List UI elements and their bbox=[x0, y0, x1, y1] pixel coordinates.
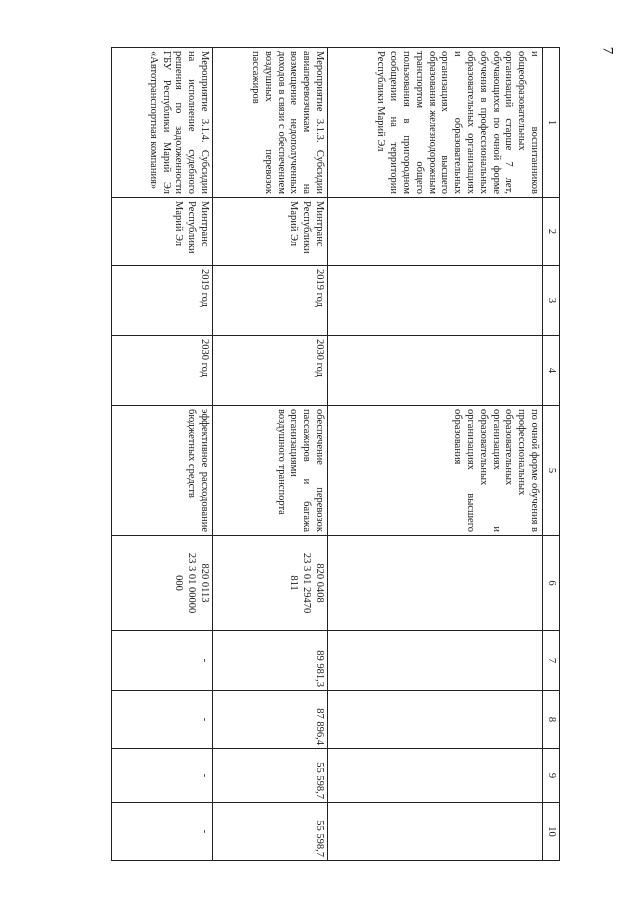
column-header: 4 bbox=[543, 336, 560, 406]
end-year-cell bbox=[328, 336, 543, 406]
column-header: 7 bbox=[543, 631, 560, 691]
table-wrapper bbox=[120, 47, 560, 860]
budget-code-cell bbox=[328, 536, 543, 631]
program-activities-table bbox=[111, 47, 560, 861]
column-header: 2 bbox=[543, 198, 560, 266]
start-year-cell: 2019 год bbox=[213, 266, 328, 336]
budget-code-cell: 820 0408 23 3 01 29470 811 bbox=[213, 536, 328, 631]
measure-description-cell: и воспитанников общеобразовательных организаций старше 7 лет, обучающихся по очной форме обучения в профессиональных образовательных организациях и образовательных организациях высшего образования железнодорожным транспортом общего пользования в пригородном сообщении на территории Республики Марий Эл bbox=[328, 48, 543, 198]
column-header: 8 bbox=[543, 691, 560, 749]
value-cell-7 bbox=[328, 631, 543, 691]
value-cell-7: 89 981,3 bbox=[213, 631, 328, 691]
table-row bbox=[213, 48, 328, 861]
start-year-cell: 2019 год bbox=[112, 266, 213, 336]
budget-code-cell: 820 0113 23 3 01 00000 000 bbox=[112, 536, 213, 631]
value-cell-9: - bbox=[112, 749, 213, 803]
value-cell-9 bbox=[328, 749, 543, 803]
page-number: 7 bbox=[599, 46, 616, 55]
executor-cell bbox=[328, 198, 543, 266]
end-year-cell: 2030 год bbox=[213, 336, 328, 406]
value-cell-8: 87 896,4 bbox=[213, 691, 328, 749]
value-cell-8: - bbox=[112, 691, 213, 749]
value-cell-10: 55 598,7 bbox=[213, 803, 328, 861]
measure-description-cell: Мероприятие 3.1.4. Субсидии на исполнение судебного решения по задолженности ГБУ Республики Марий Эл «Автотранспортная компания» bbox=[112, 48, 213, 198]
table-row bbox=[328, 48, 543, 861]
end-year-cell: 2030 год bbox=[112, 336, 213, 406]
expected-result-cell: по очной форме обучения в профессиональных образовательных организациях и образовательных организациях высшего образования bbox=[328, 406, 543, 536]
executor-cell: Минтранс Республики Марий Эл bbox=[213, 198, 328, 266]
column-header: 3 bbox=[543, 266, 560, 336]
expected-result-cell: обеспечение перевозок пассажиров и багажа организациями воздушного транспорта bbox=[213, 406, 328, 536]
column-header: 1 bbox=[543, 48, 560, 198]
expected-result-cell: эффективное расходование бюджетных средств bbox=[112, 406, 213, 536]
executor-cell: Минтранс Республики Марий Эл bbox=[112, 198, 213, 266]
column-number-row bbox=[543, 48, 560, 861]
value-cell-10 bbox=[328, 803, 543, 861]
column-header: 9 bbox=[543, 749, 560, 803]
value-cell-7: - bbox=[112, 631, 213, 691]
table-row bbox=[112, 48, 213, 861]
column-header: 10 bbox=[543, 803, 560, 861]
value-cell-9: 55 598,7 bbox=[213, 749, 328, 803]
start-year-cell bbox=[328, 266, 543, 336]
column-header: 6 bbox=[543, 536, 560, 631]
value-cell-8 bbox=[328, 691, 543, 749]
measure-description-cell: Мероприятие 3.1.3. Субсидии авиаперевозчикам на возмещение недополученных доходов в связи с обеспечением воздушных перевозок пассажиров bbox=[213, 48, 328, 198]
value-cell-10: - bbox=[112, 803, 213, 861]
column-header: 5 bbox=[543, 406, 560, 536]
